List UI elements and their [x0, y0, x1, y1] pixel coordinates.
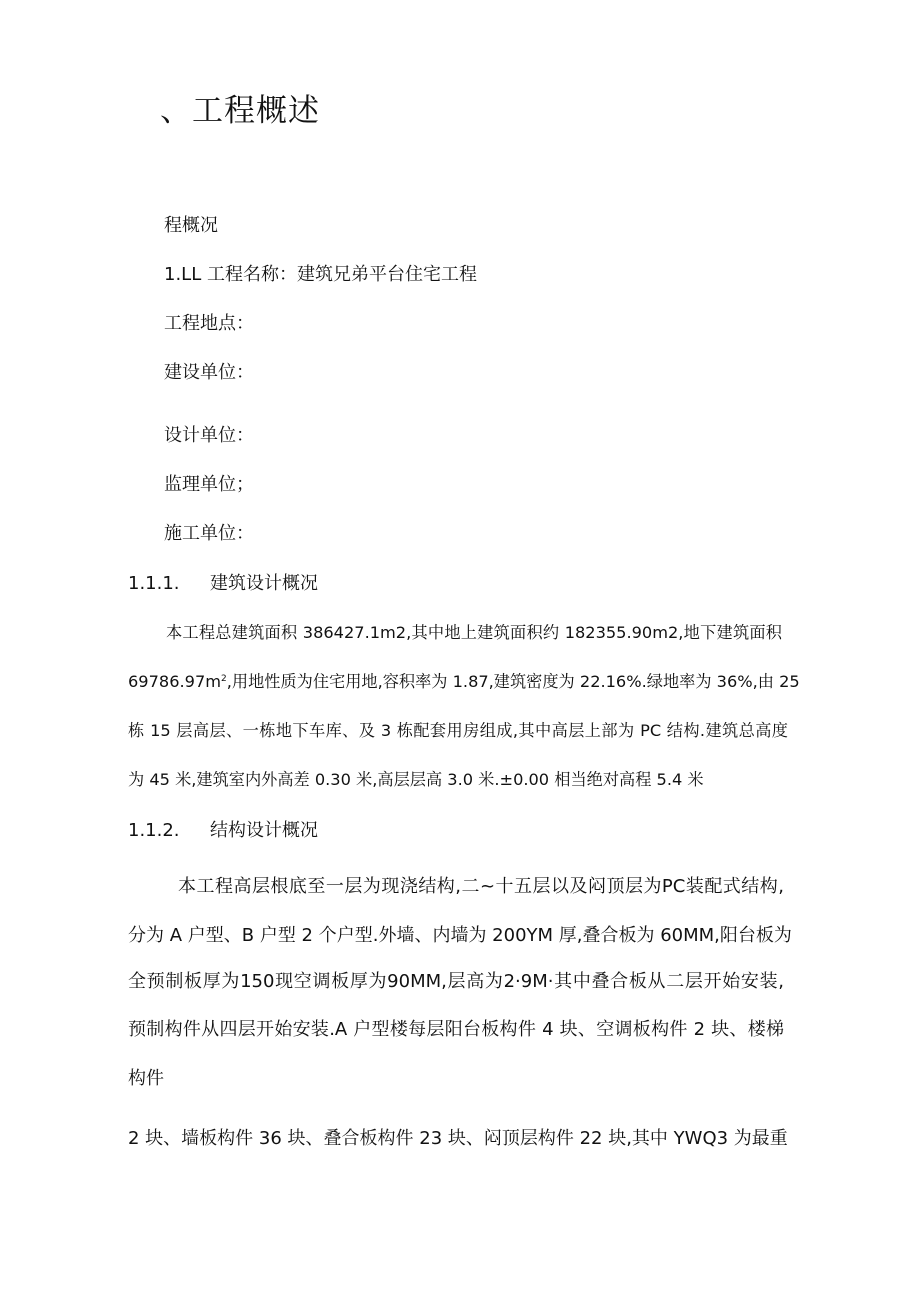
- paragraph-line: [166, 625, 782, 641]
- paragraph-text: 栋 15 层高层、一栋地下车库、及 3 栋配套用房组成,其中高层上部为 PC 结构.建筑总高度: [128, 721, 788, 740]
- client-unit: 建设单位：: [164, 362, 254, 383]
- paragraph-line: 为 45 米,建筑室内外高差 0.30 米,高层层高 3.0 米.±0.00 相当绝对高程 5.4 米: [128, 770, 704, 789]
- paragraph-line: [128, 723, 788, 739]
- section-label: 程概况: [164, 215, 218, 236]
- paragraph-text: 分为 A 户型、B 户型 2 个户型.外墙、内墙为 200YM 厚,叠合板为 60MM,阳台板为: [128, 925, 792, 946]
- paragraph-line: [128, 1021, 784, 1039]
- paragraph-line: [128, 1128, 788, 1149]
- document-title: 、工程概述: [160, 93, 320, 129]
- construction-unit: 施工单位：: [164, 523, 254, 544]
- section-number: 1.1.1.: [128, 573, 180, 594]
- paragraph-text: 本工程高层根底至一层为现浇结构,二~十五层以及闷顶层为PC装配式结构,: [178, 876, 784, 897]
- superscript: 2: [221, 674, 227, 684]
- area-value: 69786.97m: [128, 672, 222, 691]
- paragraph-text: 全预制板厚为150现空调板厚为90MM,层高为2·9M·其中叠合板从二层开始安装,: [128, 971, 784, 992]
- section-number: 1.1.2.: [128, 820, 180, 841]
- paragraph-line: [128, 925, 792, 946]
- project-location: 工程地点：: [164, 313, 254, 334]
- paragraph-text: ,用地性质为住宅用地,容积率为 1.87,建筑密度为 22.16%.绿地率为 36%,由 25: [226, 672, 800, 691]
- section-title: 建筑设计概况: [210, 573, 318, 594]
- paragraph-line: [178, 878, 784, 896]
- paragraph-text: 预制构件从四层开始安装.A 户型楼每层阳台板构件 4 块、空调板构件 2 块、楼梯: [128, 1019, 784, 1040]
- section-heading-architecture: [128, 575, 318, 593]
- paragraph-line: [128, 672, 800, 691]
- paragraph-line: [128, 973, 784, 991]
- paragraph-line: 构件: [128, 1068, 164, 1089]
- section-heading-structure: [128, 822, 318, 840]
- design-unit: 设计单位：: [164, 425, 254, 446]
- supervision-unit: 监理单位；: [164, 474, 254, 495]
- project-name: 1.LL 工程名称：建筑兄弟平台住宅工程: [164, 264, 477, 285]
- paragraph-text: 本工程总建筑面积 386427.1m2,其中地上建筑面积约 182355.90m2,地下建筑面积: [166, 623, 782, 642]
- paragraph-text: 2 块、墙板构件 36 块、叠合板构件 23 块、闷顶层构件 22 块,其中 YWQ3 为最重: [128, 1128, 788, 1149]
- section-title: 结构设计概况: [210, 820, 318, 841]
